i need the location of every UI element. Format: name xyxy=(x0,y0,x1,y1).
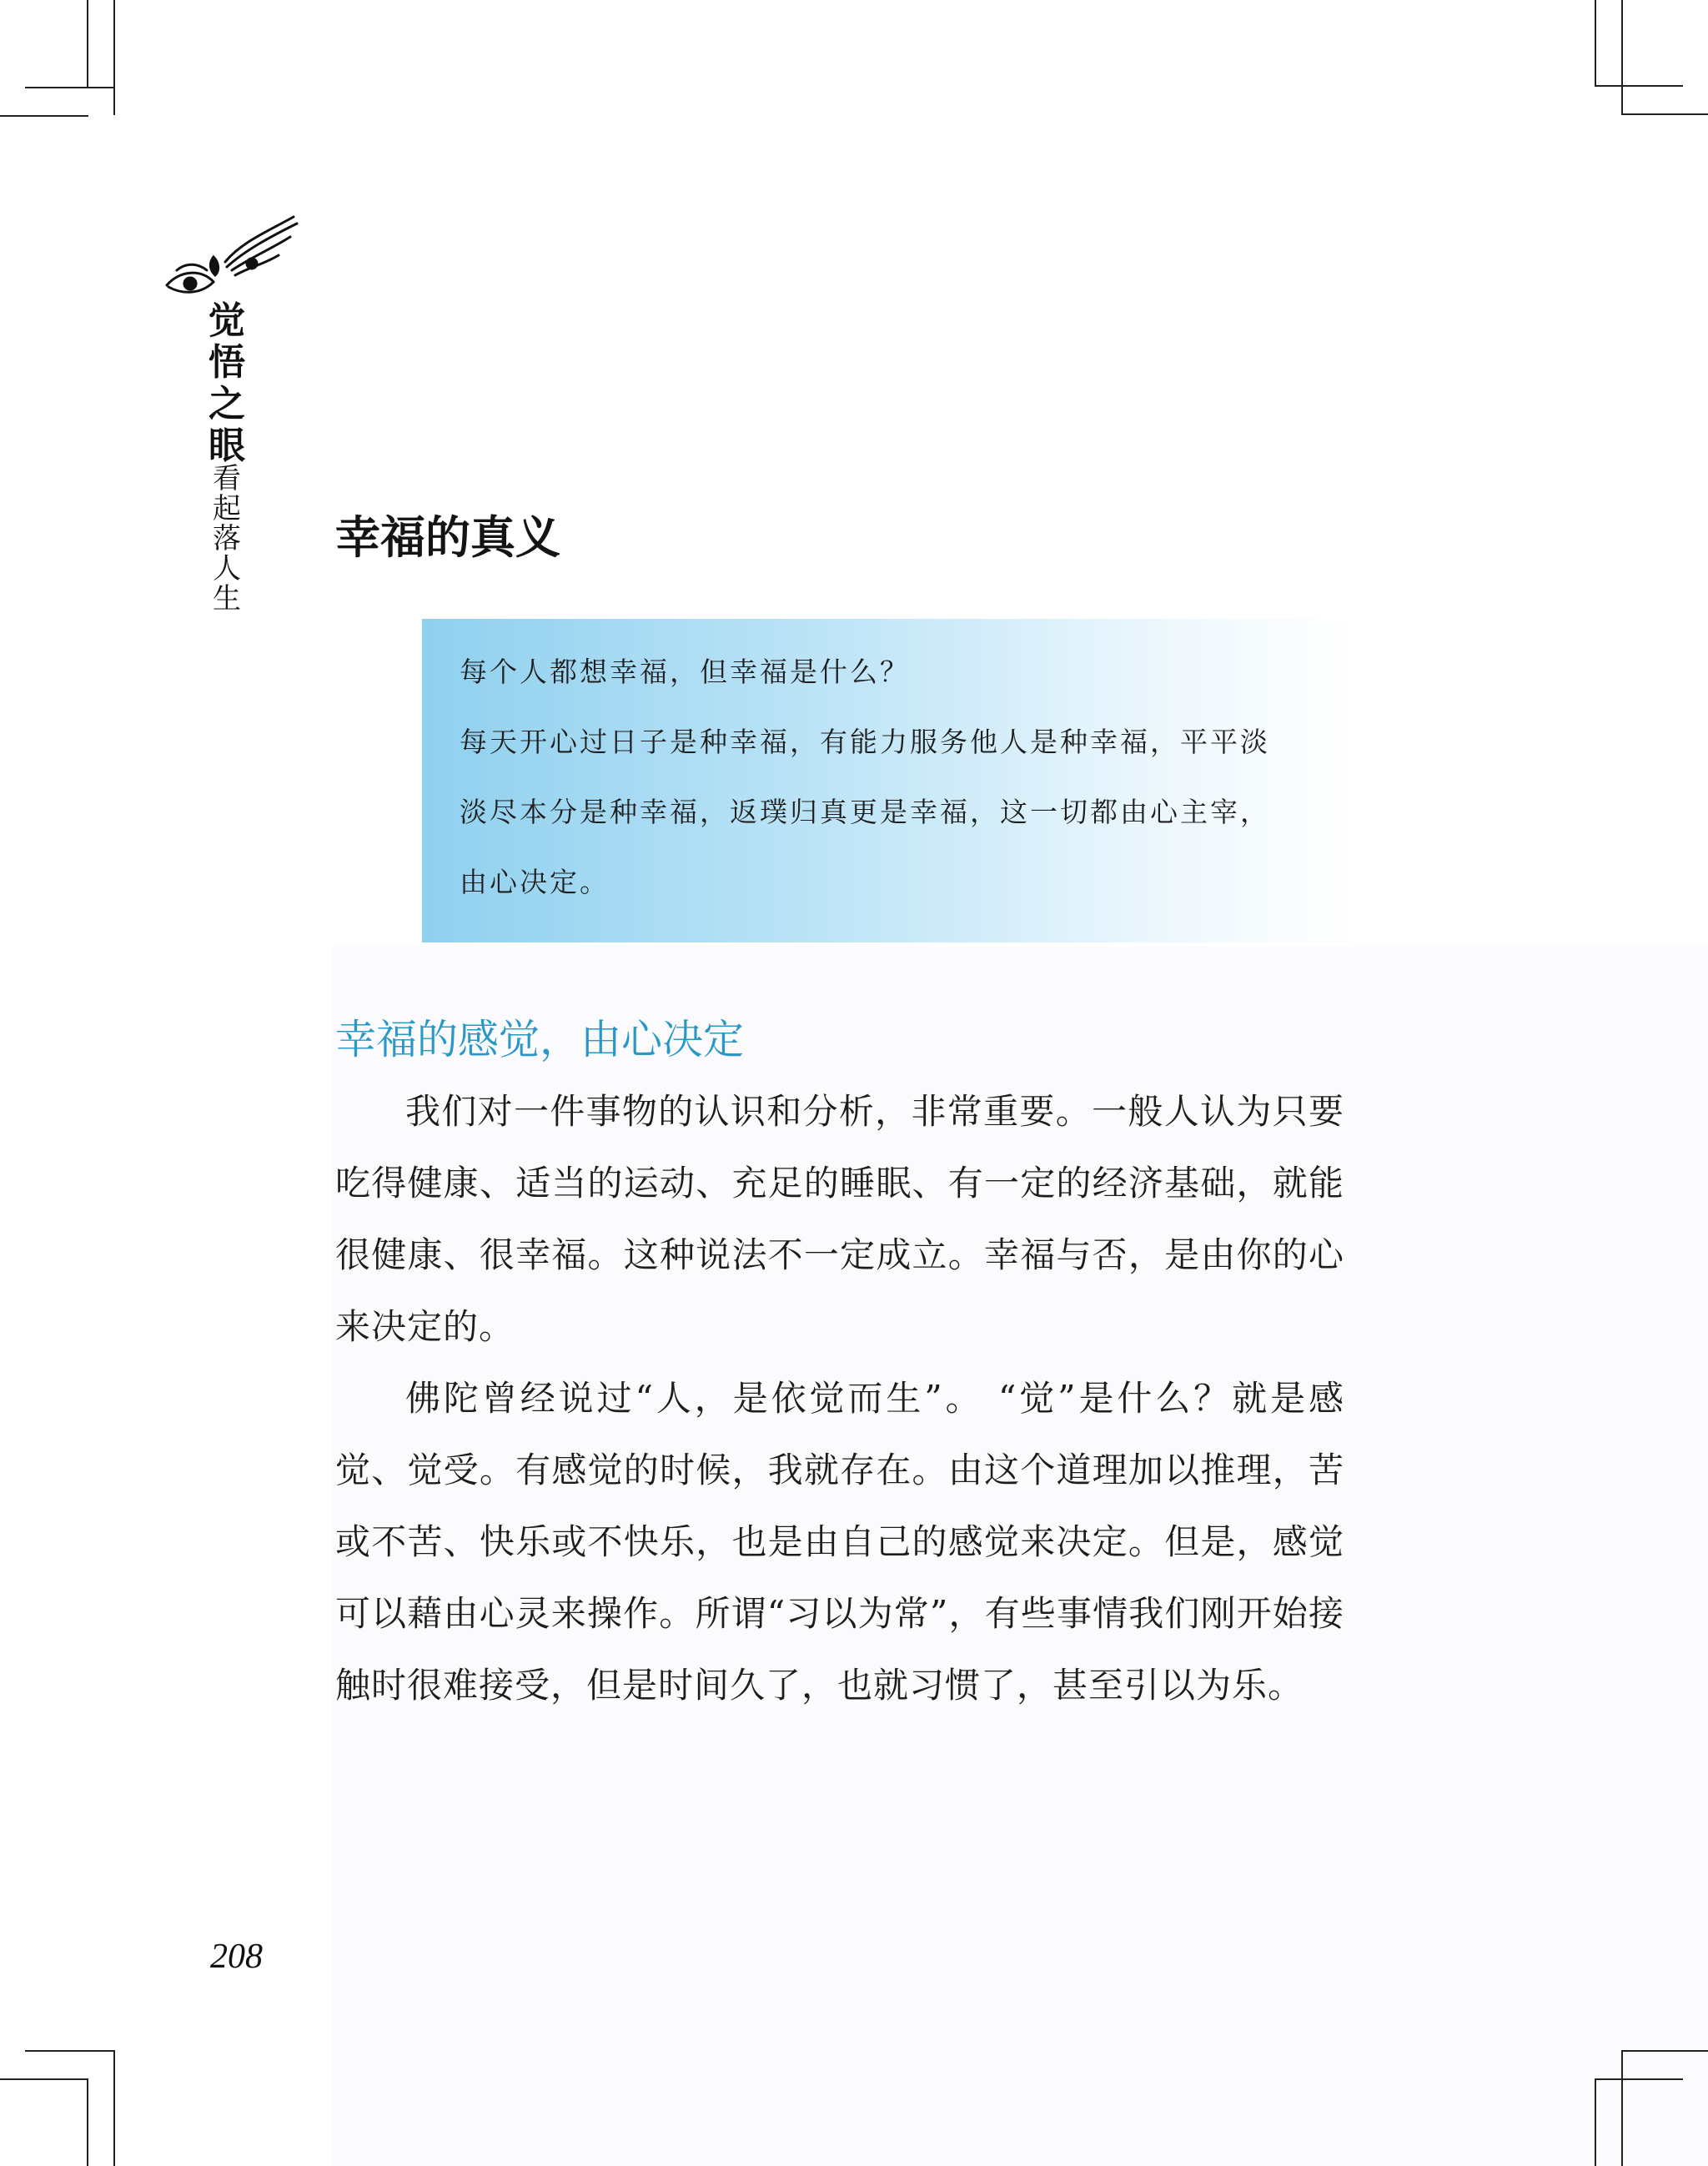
quote-line: 每天开心过日子是种幸福，有能力服务他人是种幸福，平平淡 xyxy=(460,726,1270,758)
quote-box xyxy=(422,619,1358,942)
eye-logo xyxy=(158,209,300,300)
series-title: 觉悟之眼 xyxy=(208,299,245,467)
paragraph: 我们对一件事物的认识和分析，非常重要。一般人认为只要吃得健康、适当的运动、充足的睡眠、有一定的经济基础，就能很健康、很幸福。这种说法不一定成立。幸福与否，是由你的心来决定的。 xyxy=(335,1091,1344,1347)
body-text xyxy=(335,1076,1344,1721)
paragraph: 佛陀曾经说过“人，是依觉而生”。 “觉”是什么？就是感觉、觉受。有感觉的时候，我就存在。由这个道理加以推理，苦或不苦、快乐或不快乐，也是由自己的感觉来决定。但是，感觉可以藉由心灵来操作。所谓“习以为常”，有些事情我们刚开始接触时很难接受，但是时间久了，也就习惯了，甚至引以为乐。 xyxy=(335,1378,1344,1706)
page-number: 208 xyxy=(210,1937,263,1976)
quote-line: 淡尽本分是种幸福，返璞归真更是幸福，这一切都由心主宰， xyxy=(460,796,1270,828)
chapter-title: 幸福的真义 xyxy=(335,511,560,564)
series-subtitle: 看起落人生 xyxy=(213,462,241,616)
section-heading: 幸福的感觉，由心决定 xyxy=(335,1016,745,1063)
quote-line: 每个人都想幸福，但幸福是什么？ xyxy=(460,656,910,688)
quote-line: 由心决定。 xyxy=(460,866,610,898)
